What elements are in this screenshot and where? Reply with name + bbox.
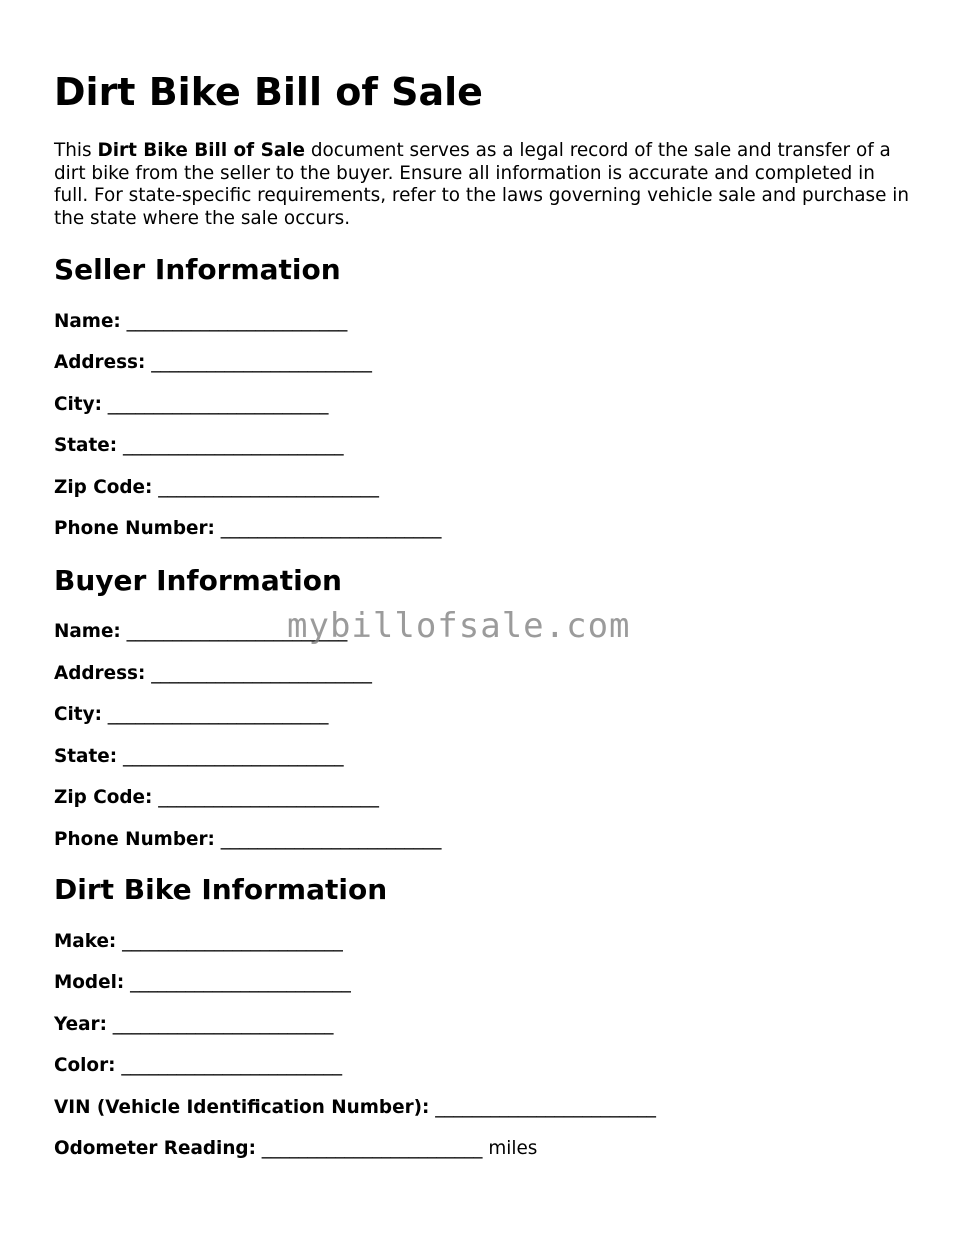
intro-paragraph <box>54 140 912 230</box>
bike-vin-label: VIN (Vehicle Identification Number): <box>54 1097 430 1118</box>
seller-city-blank[interactable]: ________________________ <box>107 394 329 415</box>
seller-state-label: State: <box>54 435 118 456</box>
intro-prefix: This <box>54 140 98 161</box>
bike-vin-field <box>54 1097 656 1119</box>
document-title: Dirt Bike Bill of Sale <box>54 70 483 114</box>
buyer-phone-blank[interactable]: ________________________ <box>220 829 442 850</box>
intro-bold-title: Dirt Bike Bill of Sale <box>97 140 306 161</box>
seller-address-field <box>54 352 372 374</box>
bike-odometer-field <box>54 1138 537 1160</box>
seller-state-blank[interactable]: ________________________ <box>122 435 344 456</box>
seller-name-label: Name: <box>54 311 121 332</box>
buyer-state-label: State: <box>54 746 118 767</box>
buyer-city-field <box>54 704 328 726</box>
bike-odometer-blank[interactable]: ________________________ <box>261 1138 483 1159</box>
seller-heading: Seller Information <box>54 253 341 286</box>
seller-phone-label: Phone Number: <box>54 518 215 539</box>
bike-color-field <box>54 1055 342 1077</box>
bike-odometer-unit: miles <box>488 1138 538 1159</box>
seller-zip-label: Zip Code: <box>54 477 153 498</box>
seller-city-field <box>54 394 328 416</box>
bike-vin-blank[interactable]: ________________________ <box>435 1097 656 1118</box>
buyer-address-blank[interactable]: ________________________ <box>151 663 372 684</box>
bike-model-field <box>54 972 351 994</box>
buyer-address-field <box>54 663 372 685</box>
intro-rest: document serves as a legal record of the sale and transfer of a dirt bike from the seller to the buyer. Ensure all information is accurate and completed in full. For state-specific requirements, refer to the laws governing vehicle sale and purchase in the state where the sale occurs. <box>54 140 910 229</box>
seller-address-blank[interactable]: ________________________ <box>151 352 372 373</box>
seller-state-field <box>54 435 344 457</box>
buyer-state-field <box>54 746 344 768</box>
seller-address-label: Address: <box>54 352 146 373</box>
buyer-city-label: City: <box>54 704 102 725</box>
buyer-zip-field <box>54 787 379 809</box>
bike-model-blank[interactable]: ________________________ <box>130 972 351 993</box>
bike-year-field <box>54 1014 333 1036</box>
bike-model-label: Model: <box>54 972 125 993</box>
buyer-city-blank[interactable]: ________________________ <box>107 704 329 725</box>
seller-zip-field <box>54 477 379 499</box>
seller-name-blank[interactable]: ________________________ <box>126 311 348 332</box>
seller-phone-field <box>54 518 441 540</box>
buyer-phone-label: Phone Number: <box>54 829 215 850</box>
buyer-address-label: Address: <box>54 663 146 684</box>
buyer-heading: Buyer Information <box>54 564 342 597</box>
buyer-name-label: Name: <box>54 621 121 642</box>
bike-year-label: Year: <box>54 1014 107 1035</box>
buyer-name-blank[interactable]: ________________________ <box>126 621 348 642</box>
seller-name-field <box>54 311 347 333</box>
seller-phone-blank[interactable]: ________________________ <box>220 518 442 539</box>
bike-color-blank[interactable]: ________________________ <box>121 1055 343 1076</box>
bike-odometer-label: Odometer Reading: <box>54 1138 256 1159</box>
buyer-zip-label: Zip Code: <box>54 787 153 808</box>
bike-heading: Dirt Bike Information <box>54 873 388 906</box>
bike-make-blank[interactable]: ________________________ <box>122 931 343 952</box>
seller-city-label: City: <box>54 394 102 415</box>
buyer-state-blank[interactable]: ________________________ <box>122 746 344 767</box>
seller-zip-blank[interactable]: ________________________ <box>158 477 379 498</box>
bike-make-field <box>54 931 343 953</box>
buyer-zip-blank[interactable]: ________________________ <box>158 787 379 808</box>
bike-color-label: Color: <box>54 1055 116 1076</box>
bike-make-label: Make: <box>54 931 117 952</box>
watermark-text: mybillofsale.com <box>287 606 631 646</box>
buyer-phone-field <box>54 829 441 851</box>
bike-year-blank[interactable]: ________________________ <box>112 1014 334 1035</box>
